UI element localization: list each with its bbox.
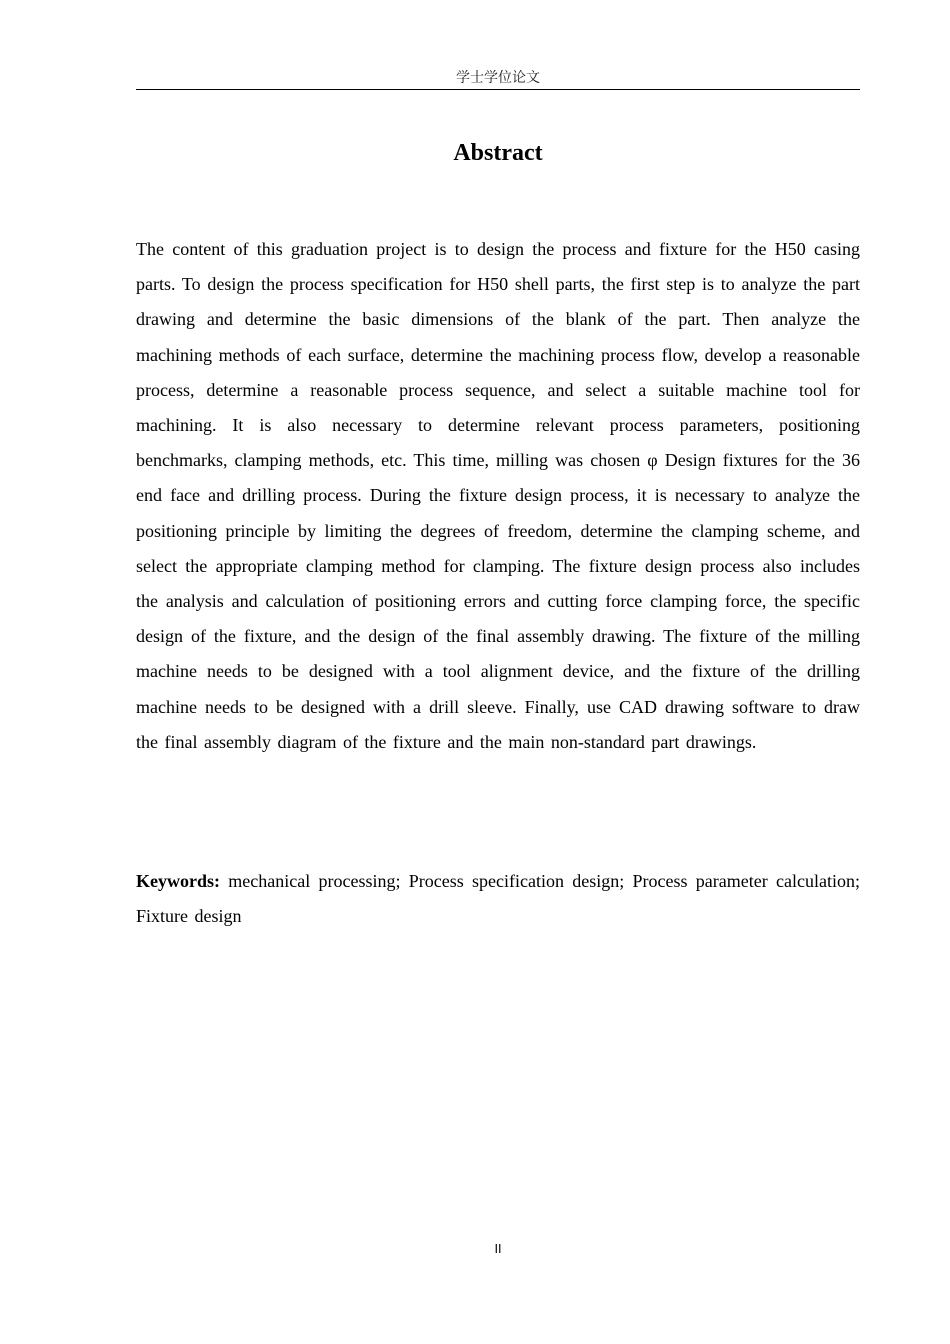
abstract-body: The content of this graduation project is to design the process and fixture for the H50 casing parts. To design the process specification for H50 shell parts, the first step is to analyze the part drawing and determine the basic dimensions of the blank of the part. Then analyze the machining methods of each surface, determine the machining process flow, develop a reasonable process, determine a reasonable process sequence, and select a suitable machine tool for machining. It is also necessary to determine relevant process parameters, positioning benchmarks, clamping methods, etc. This time, milling was chosen φ Design fixtures for the 36 end face and drilling process. During the fixture design process, it is necessary to analyze the positioning principle by limiting the degrees of freedom, determine the clamping scheme, and select the appropriate clamping method for clamping. The fixture design process also includes the analysis and calculation of positioning errors and cutting force clamping force, the specific design of the fixture, and the design of the final assembly drawing. The fixture of the milling machine needs to be designed with a tool alignment device, and the fixture of the drilling machine needs to be designed with a drill sleeve. Finally, use CAD drawing software to draw the final assembly diagram of the fixture and the main non-standard part drawings. xyxy=(136,239,860,752)
keywords-paragraph xyxy=(136,864,860,934)
keywords-text: mechanical processing; Process specification design; Process parameter calculation; Fixture design xyxy=(136,871,860,927)
abstract-title: Abstract xyxy=(453,140,543,166)
running-header xyxy=(136,68,860,90)
page-number: II xyxy=(494,1242,502,1256)
keywords-label: Keywords: xyxy=(136,871,220,891)
running-header-title: 学士学位论文 xyxy=(456,70,540,86)
